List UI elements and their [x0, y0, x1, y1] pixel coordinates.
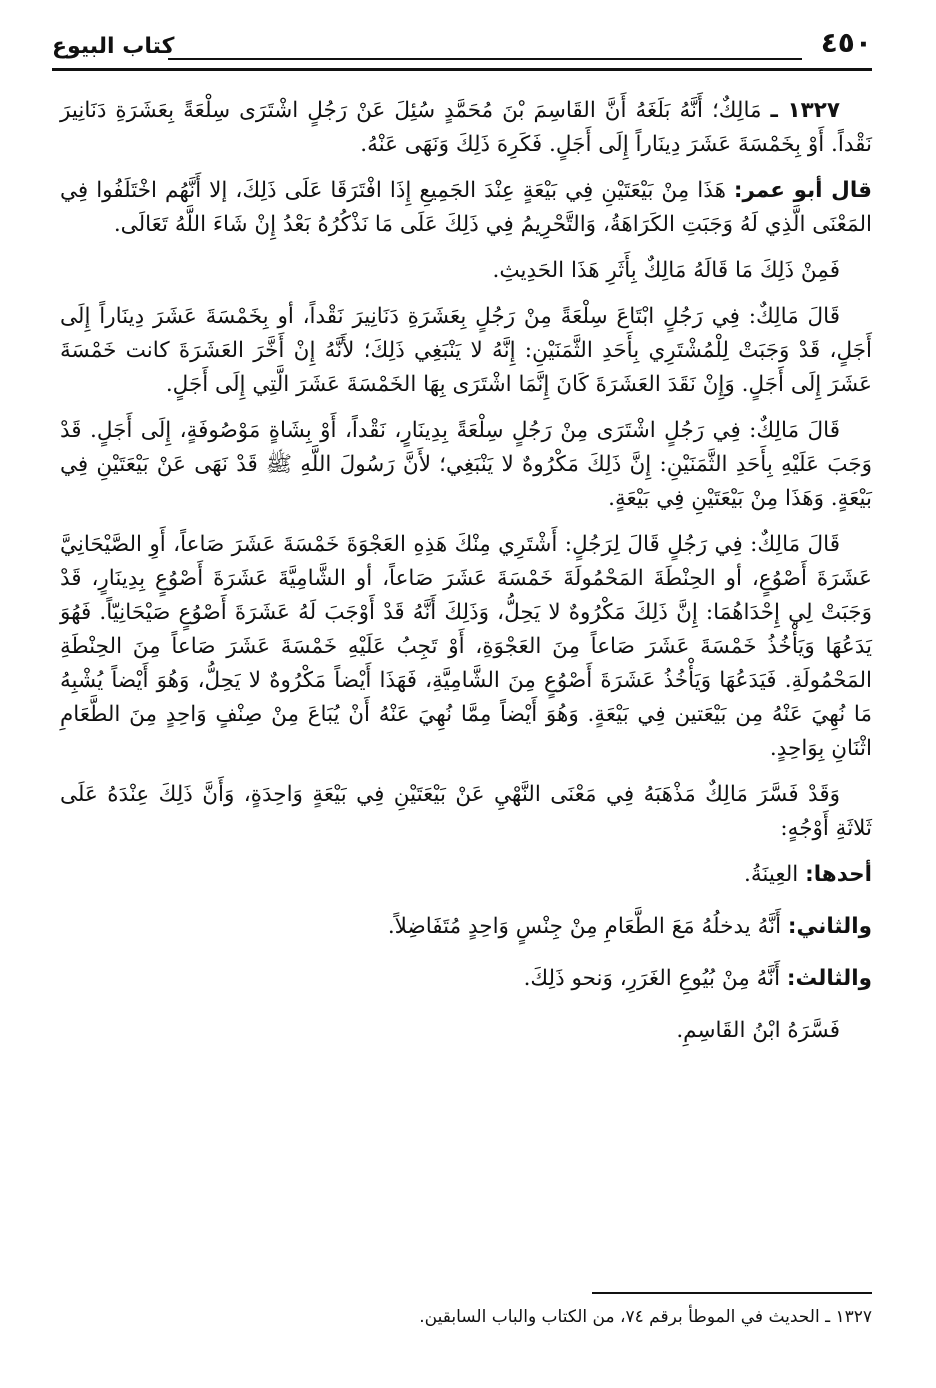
- list-text: أَنَّهُ يدخلُهُ مَعَ الطَّعَامِ مِنْ جِنْسٍ وَاحِدٍ مُتَفَاضِلاً.: [387, 914, 782, 939]
- footnote-rule: [592, 1292, 872, 1294]
- list-item-first: [60, 858, 872, 892]
- paragraph-transition: [60, 254, 872, 288]
- page-header: [52, 24, 872, 70]
- running-title: كتاب البيوع: [52, 34, 175, 59]
- hadith-number: ١٣٢٧ ـ: [770, 98, 840, 123]
- paragraph-malik-1: [60, 300, 872, 402]
- header-rule-thin: [168, 58, 802, 60]
- paragraph-text: فَسَّرَهُ ابْنُ القَاسِمِ.: [676, 1018, 840, 1043]
- paragraph-text: قَالَ مَالِكٌ: فِي رَجُلٍ اشْتَرَى مِنْ رَجُلٍ سِلْعَةً بِدِينَارٍ، نَقْداً، أَوْ بِشَاةٍ مَوْصُوفَةٍ، إِلَى أَجَلٍ. قَدْ وَجَبَ عَلَيْهِ بِأَحَدِ الثَّمَنَيْنِ: إِنَّ ذَلِكَ مَكْرُوهٌ لا يَنْبَغِي؛ لأَنَّ رَسُولَ اللَّهِ ﷺ قَدْ نَهَى عَنْ بَيْعَتَيْنِ فِي بَيْعَةٍ. وَهَذَا مِنْ بَيْعَتَيْنِ فِي بَيْعَةٍ.: [60, 418, 872, 511]
- paragraph-text: فَمِنْ ذَلِكَ مَا قَالَهُ مَالِكٌ بِأَثَرِ هَذَا الحَدِيثِ.: [492, 258, 840, 283]
- paragraph-explanation: [60, 778, 872, 846]
- paragraph-text: وَقَدْ فَسَّرَ مَالِكٌ مَذْهَبَهُ فِي مَعْنَى النَّهْيِ عَنْ بَيْعَتَيْنِ فِي بَيْعَةٍ وَاحِدَةٍ، وَأَنَّ ذَلِكَ عِنْدَهُ عَلَى ثَلاثَةِ أَوْجُهٍ:: [60, 782, 872, 841]
- list-label: والثالث:: [786, 966, 872, 991]
- list-item-second: [60, 910, 872, 944]
- speaker-label: قال أبو عمر:: [733, 178, 872, 203]
- paragraph-1327: [60, 94, 872, 162]
- list-text: أَنَّهُ مِنْ بُيُوعِ الغَرَرِ، وَنحو ذَلِكَ.: [523, 966, 781, 991]
- paragraph-attribution: [60, 1014, 872, 1048]
- list-text: العِينَةُ.: [744, 862, 799, 887]
- paragraph-text: قَالَ مَالِكٌ: فِي رَجُلٍ ابْتَاعَ سِلْعَةً مِنْ رَجُلٍ بِعَشَرَةِ دَنَانِيرَ نَقْداً، أو بِخَمْسَةَ عَشَرَ دِينَاراً إِلَى أَجَلٍ، قَدْ وَجَبَتْ لِلْمُشْتَرِي بِأَحَدِ الثَّمَنَيْنِ: إِنَّهُ لا يَنْبَغِي ذَلِكَ؛ لأَنَّهُ إِنْ أَخَّرَ العَشَرَةَ كانت خَمْسَةَ عَشَرَ إِلَى أَجَلٍ. وَإِنْ نَقَدَ العَشَرَةَ كَانَ إِنَّمَا اشْتَرَى بِهَا الخَمْسَةَ عَشَرَ الَّتِي إِلَى أَجَلٍ.: [60, 304, 872, 397]
- list-label: والثاني:: [787, 914, 872, 939]
- paragraph-text: قَالَ مَالِكٌ: فِي رَجُلٍ قَالَ لِرَجُلٍ: أَشْتَرِي مِنْكَ هَذِهِ العَجْوَةَ خَمْسَةَ عَشَرَ صَاعاً، أَوِ الصَّيْحَانِيَّ عَشَرَةَ أَصْوُعٍ، أو الحِنْطَةَ المَحْمُولَةَ خَمْسَةَ عَشَرَ صَاعاً، أو الشَّامِيَّةَ عَشَرَةَ أَصْوُعٍ بِدِينَارٍ، قَدْ وَجَبَتْ لِي إِحْدَاهُمَا: إِنَّ ذَلِكَ مَكْرُوهٌ لا يَحِلُّ، وَذَلِكَ أَنَّهُ قَدْ أَوْجَبَ لَهُ عَشَرَةَ أَصْوُعٍ صَيْحَانِيّاً. فَهُوَ يَدَعُهَا وَيَأْخُذُ خَمْسَةَ عَشَرَ صَاعاً مِنَ العَجْوَةِ، أَوْ تَجِبُ عَلَيْهِ خَمْسَةَ عَشَرَ صَاعاً مِنَ الحِنْطَةِ المَحْمُولَةِ. فَيَدَعُهَا وَيَأْخُذُ عَشَرَةَ أَصْوُعٍ مِنَ الشَّامِيَّةِ، فَهَذَا أَيْضاً مَكْرُوهٌ لا يَحِلُّ، وَهُوَ أَيْضاً يُشْبِهُ مَا نُهِيَ عَنْهُ مِن بَيْعَتين فِي بَيْعَةٍ. وَهُوَ أَيْضاً مِمَّا نُهِيَ عَنْهُ أَنْ يُبَاعَ مِنْ صِنْفٍ وَاحِدٍ مِنَ الطَّعَامِ اثْنَانِ بِوَاحِدٍ.: [60, 532, 872, 761]
- paragraph-text: مَالِكٌ؛ أَنَّهُ بَلَغَهُ أَنَّ القَاسِمَ بْنَ مُحَمَّدٍ سُئِلَ عَنْ رَجُلٍ اشْتَرَى سِلْعَةً بِعَشَرَةِ دَنَانِيرَ نَقْداً. أَوْ بِخَمْسَةَ عَشَرَ دِينَاراً إِلَى أَجَلٍ. فَكَرِهَ ذَلِكَ وَنَهَى عَنْهُ.: [60, 98, 872, 157]
- paragraph-malik-3: [60, 528, 872, 766]
- paragraph-malik-2: [60, 414, 872, 516]
- paragraph-text: هَذَا مِنْ بَيْعَتَيْنِ فِي بَيْعَةٍ عِنْدَ الجَمِيعِ إِذَا افْتَرَقَا عَلَى ذَلِكَ، إلا أَنَّهُم اخْتَلَفُوا فِي المَعْنَى الَّذِي لَهُ وَجَبَتِ الكَرَاهَةُ، وَالتَّحْرِيمُ فِي ذَلِكَ عَلَى مَا نَذْكُرُهُ بَعْدُ إِنْ شَاءَ اللَّهُ تَعَالَى.: [60, 178, 872, 237]
- footnote: ١٣٢٧ ـ الحديث في الموطأ برقم ٧٤، من الكتاب والباب السابقين.: [419, 1307, 872, 1327]
- header-rule-thick: [52, 68, 872, 71]
- list-item-third: [60, 962, 872, 996]
- paragraph-abu-umar: [60, 174, 872, 242]
- page-number: ٤٥٠: [820, 26, 872, 59]
- list-label: أحدها:: [805, 862, 872, 887]
- main-text: [60, 94, 872, 1060]
